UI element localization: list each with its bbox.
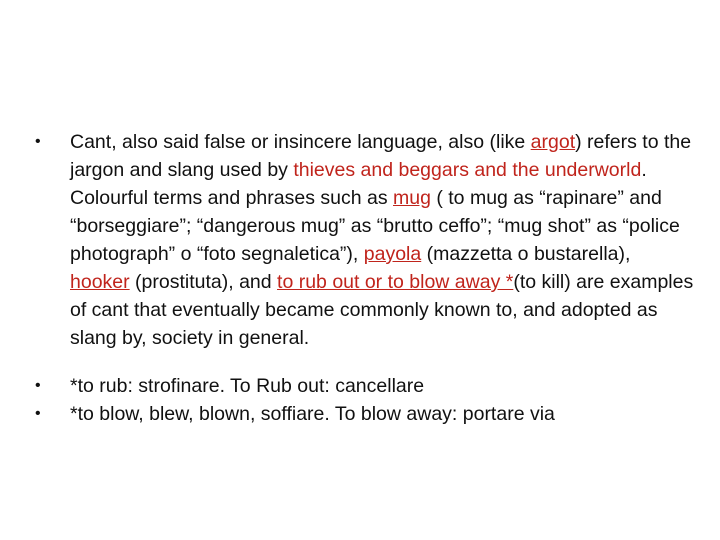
- footnote-text: *to blow, blew, blown, soffiare. To blow away: portare via: [70, 403, 555, 425]
- text-segment: ( to mug as “rapinare” and “borseggiare”; “dangerous mug” as “brutto ceffo”; “mug shot” as “police photograph” o “foto segnaletica”),: [70, 187, 680, 265]
- link-hooker[interactable]: hooker: [70, 271, 130, 293]
- link-payola[interactable]: payola: [363, 243, 422, 265]
- bullet-dot-icon: •: [35, 377, 41, 394]
- link-argot[interactable]: argot: [530, 131, 576, 153]
- bullet-dot-icon: •: [35, 133, 41, 150]
- text-segment: (to kill) are examples of cant that eventually became commonly known to, and adopted as slang by, society in general.: [70, 271, 694, 349]
- bullet-cant-definition: [35, 128, 695, 352]
- text-segment: (mazzetta o bustarella),: [421, 243, 631, 265]
- bullet-dot-icon: •: [35, 405, 41, 422]
- bullet-footnote-blow: [35, 400, 695, 428]
- bullet-footnote-rub: [35, 372, 695, 400]
- text-segment: (prostituta), and: [129, 271, 278, 293]
- link-rub-out[interactable]: to rub out or to blow away *: [277, 271, 514, 293]
- link-mug[interactable]: mug: [393, 187, 431, 209]
- text-segment: . Colourful terms and phrases such as: [70, 159, 647, 209]
- footnote-text: *to rub: strofinare. To Rub out: cancellare: [70, 375, 425, 397]
- text-segment: ) refers to the jargon and slang used by: [70, 131, 692, 181]
- text-segment: Cant, also said false or insincere language, also (like: [70, 131, 531, 153]
- bullet-list: [35, 128, 695, 428]
- highlight-thieves: thieves and beggars and the underworld: [293, 159, 642, 181]
